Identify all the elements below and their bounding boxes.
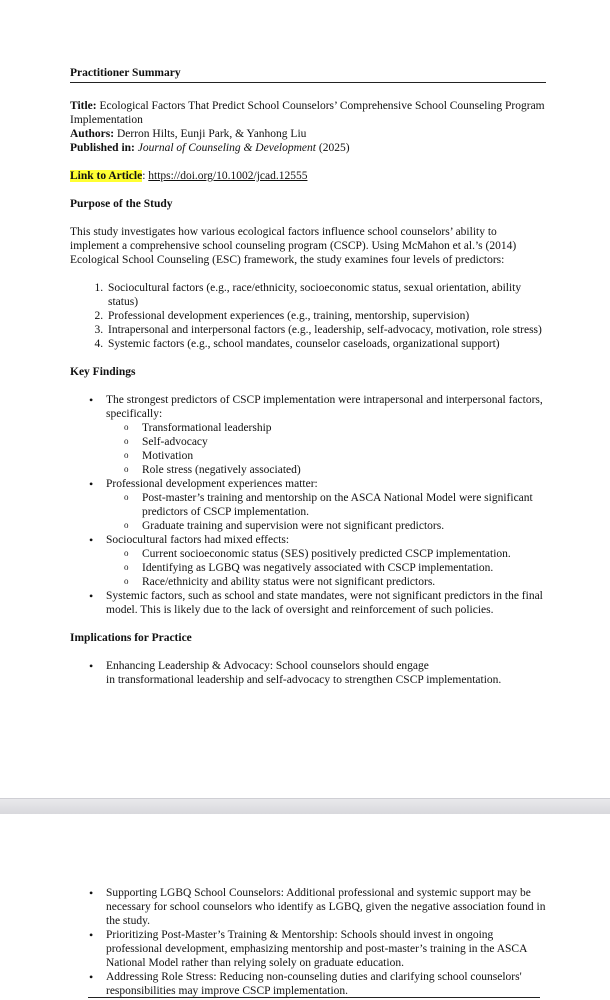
sub-list-item: o Current socioeconomic status (SES) positively predicted CSCP implementation. xyxy=(142,547,546,561)
implications-list-continued xyxy=(70,886,546,998)
sub-list xyxy=(106,491,546,533)
finding-text: Systemic factors, such as school and state mandates, were not significant predictors in the final model. This is likely due to the lack of oversight and reinforcement of such policies. xyxy=(106,590,543,616)
article-link-line xyxy=(70,169,546,183)
list-item: 3. Intrapersonal and interpersonal factors (e.g., leadership, self-advocacy, motivation, role stress) xyxy=(106,323,546,337)
article-title xyxy=(70,99,546,127)
findings-list xyxy=(70,393,546,617)
sub-list xyxy=(106,421,546,477)
implications-list xyxy=(70,659,546,687)
purpose-text: This study investigates how various ecological factors influence school counselors’ ability to implement a comprehensive school counseling program (CSCP). Using McMahon et al.’s (2014) Ecological School Counseling (ESC) framework, the study examines four levels of predictors: xyxy=(70,226,517,266)
page-2-content xyxy=(70,886,546,998)
sub-list xyxy=(106,547,546,589)
list-item xyxy=(106,477,546,533)
implications-heading: Implications for Practice xyxy=(70,632,192,644)
list-item: • Prioritizing Post-Master’s Training & Mentorship: Schools should invest in ongoing professional development, emphasizing mentorship and post-master’s training in the ASCA National Model rather than relying solely on graduate education. xyxy=(106,928,546,970)
list-item: 2. Professional development experiences (e.g., training, mentorship, supervision) xyxy=(106,309,546,323)
list-item: • Addressing Role Stress: Reducing non-counseling duties and clarifying school counselors' responsibilities may improve CSCP implementation. xyxy=(106,970,546,998)
list-item xyxy=(106,659,546,687)
published-label: Published in: xyxy=(70,142,135,154)
sub-list-item: o Motivation xyxy=(142,449,546,463)
sub-list-item: o Role stress (negatively associated) xyxy=(142,463,546,477)
purpose-heading: Purpose of the Study xyxy=(70,198,173,210)
title-label: Title: xyxy=(70,100,97,112)
implication-line-1: Enhancing Leadership & Advocacy: School counselors should engage xyxy=(106,660,429,672)
list-item: 1. Sociocultural factors (e.g., race/ethnicity, socioeconomic status, sexual orientation, ability status) xyxy=(106,281,546,309)
list-item xyxy=(106,393,546,477)
article-link[interactable]: https://doi.org/10.1002/jcad.12555 xyxy=(148,170,308,182)
list-item xyxy=(106,589,546,617)
document-page-2 xyxy=(0,814,610,1000)
bottom-divider xyxy=(88,997,540,998)
implication-line-2: in transformational leadership and self-advocacy to strengthen CSCP implementation. xyxy=(106,674,502,686)
article-published xyxy=(70,141,546,155)
sub-list-item: o Transformational leadership xyxy=(142,421,546,435)
sub-list-item: o Graduate training and supervision were not significant predictors. xyxy=(142,519,546,533)
finding-text: Professional development experiences matter: xyxy=(106,478,318,490)
link-colon: : xyxy=(142,170,146,182)
authors-text: Derron Hilts, Eunji Park, & Yanhong Liu xyxy=(116,128,307,140)
sub-list-item: o Identifying as LGBQ was negatively associated with CSCP implementation. xyxy=(142,561,546,575)
sub-list-item: o Race/ethnicity and ability status were not significant predictors. xyxy=(142,575,546,589)
sub-list-item: o Self-advocacy xyxy=(142,435,546,449)
summary-title: Practitioner Summary xyxy=(70,66,546,83)
finding-text: Sociocultural factors had mixed effects: xyxy=(106,534,290,546)
sub-list-item: o Post-master’s training and mentorship on the ASCA National Model were significant predictors of CSCP implementation. xyxy=(142,491,546,519)
journal-name: Journal of Counseling & Development xyxy=(137,142,316,154)
list-item: 4. Systemic factors (e.g., school mandates, counselor caseloads, organizational support) xyxy=(106,337,546,351)
article-authors xyxy=(70,127,546,141)
link-label: Link to Article xyxy=(70,170,143,182)
predictor-levels-list xyxy=(70,281,546,351)
authors-label: Authors: xyxy=(70,128,115,140)
publication-year: (2025) xyxy=(318,142,350,154)
page-1-content xyxy=(70,66,546,687)
finding-text: The strongest predictors of CSCP implementation were intrapersonal and interpersonal factors, specifically: xyxy=(106,394,543,420)
findings-heading: Key Findings xyxy=(70,366,136,378)
list-item xyxy=(106,533,546,589)
title-text: Ecological Factors That Predict School Counselors’ Comprehensive School Counseling Program Implementation xyxy=(70,100,545,126)
list-item: • Supporting LGBQ School Counselors: Additional professional and systemic support may be necessary for school counselors who identify as LGBQ, given the negative association found in the study. xyxy=(106,886,546,928)
